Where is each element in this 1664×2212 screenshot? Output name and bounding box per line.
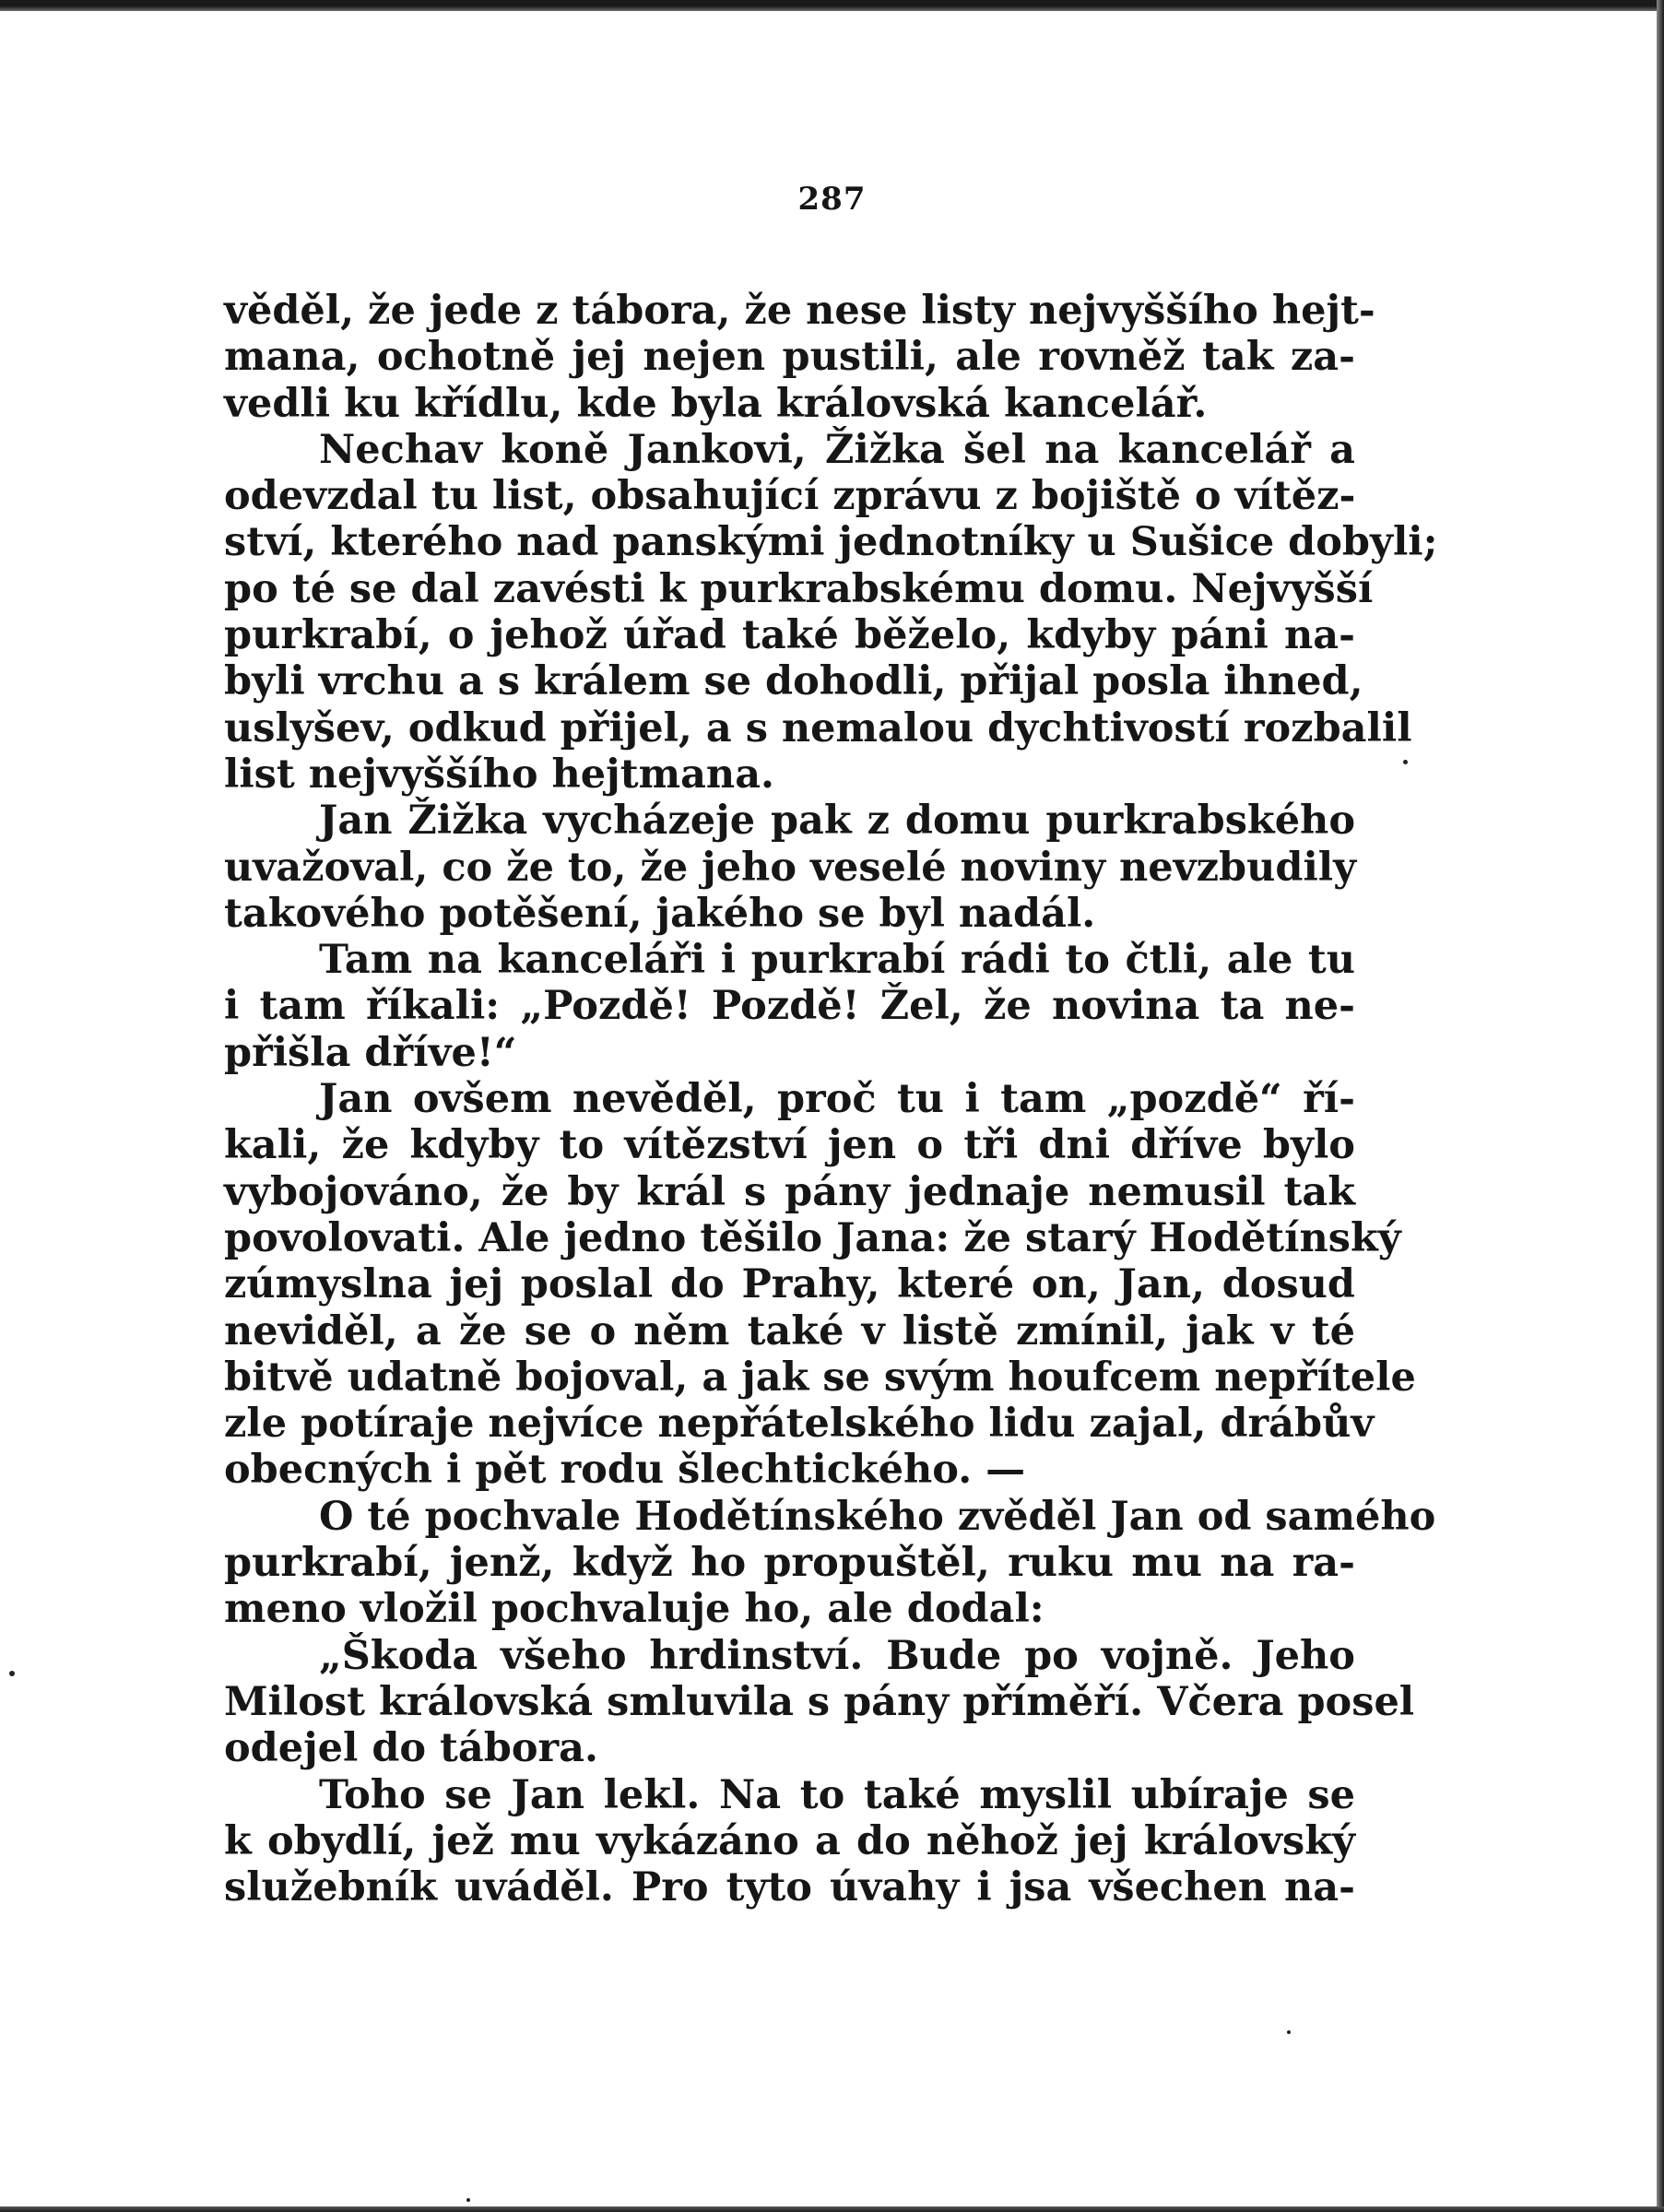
scan-speck: [1403, 760, 1408, 764]
text-line: Toho se Jan lekl. Na to také myslil ubíraje se: [319, 1771, 1355, 1818]
text-line: uvažoval, co že to, že jeho veselé noviny nevzbudily: [224, 844, 1357, 891]
text-line: uslyšev, odkud přijel, a s nemalou dychtivostí rozbalil: [224, 704, 1412, 751]
body-text: [224, 288, 1438, 1911]
text-line: takového potěšení, jakého se byl nadál.: [224, 890, 1096, 937]
scan-border-top: [0, 0, 1664, 11]
text-line: meno vložil pochvaluje ho, ale dodal:: [224, 1586, 1044, 1633]
text-line: byli vrchu a s králem se dohodli, přijal posla ihned,: [224, 658, 1363, 705]
text-line: po té se dal zavésti k purkrabskému domu. Nejvyšší: [224, 565, 1374, 612]
text-line: Jan Žižka vycházeje pak z domu purkrabského: [319, 798, 1355, 845]
text-line: vedli ku křídlu, kde byla královská kancelář.: [224, 380, 1208, 427]
text-line: ství, kterého nad panskými jednotníky u Sušice dobyli;: [224, 519, 1438, 566]
text-line: purkrabí, o jehož úřad také běželo, kdyby páni na-: [224, 612, 1355, 659]
text-line: k obydlí, jež mu vykázáno a do něhož jej královský: [224, 1817, 1355, 1864]
text-line: kali, že kdyby to vítězství jen o tři dni dříve bylo: [224, 1122, 1355, 1169]
text-line: přišla dříve!“: [224, 1029, 517, 1076]
text-line: „Škoda všeho hrdinství. Bude po vojně. Jeho: [319, 1632, 1355, 1679]
text-line: odevzdal tu list, obsahující zprávu z bojiště o vítěz-: [224, 473, 1356, 520]
text-line: Nechav koně Jankovi, Žižka šel na kancelář a: [319, 426, 1355, 473]
page-number: 287: [797, 181, 867, 218]
scan-border-right: [1657, 0, 1664, 2212]
text-line: služebník uváděl. Pro tyto úvahy i jsa všechen na-: [224, 1864, 1355, 1911]
text-line: Tam na kanceláři i purkrabí rádi to čtli, ale tu: [319, 937, 1355, 984]
text-line: bitvě udatně bojoval, a jak se svým houfcem nepřítele: [224, 1354, 1416, 1401]
scan-speck: [9, 1671, 15, 1676]
text-line: i tam říkali: „Pozdě! Pozdě! Žel, že novina ta ne-: [224, 983, 1355, 1030]
text-line: list nejvyššího hejtmana.: [224, 751, 775, 798]
text-line: věděl, že jede z tábora, že nese listy nejvyššího hejt-: [224, 288, 1375, 334]
text-line: O té pochvale Hodětínského zvěděl Jan od samého: [319, 1493, 1436, 1540]
text-line: vybojováno, že by král s pány jednaje nemusil tak: [224, 1168, 1355, 1215]
text-line: Milost královská smluvila s pány příměří. Včera posel: [224, 1678, 1415, 1725]
scan-speck: [466, 2198, 470, 2202]
text-line: odejel do tábora.: [224, 1725, 599, 1772]
text-line: zúmyslna jej poslal do Prahy, které on, Jan, dosud: [224, 1261, 1355, 1308]
scan-speck: [1287, 2030, 1291, 2034]
text-line: Jan ovšem nevěděl, proč tu i tam „pozdě“ ří-: [319, 1076, 1355, 1123]
text-line: mana, ochotně jej nejen pustili, ale rovněž tak za-: [224, 334, 1355, 381]
text-line: purkrabí, jenž, když ho propuštěl, ruku mu na ra-: [224, 1540, 1355, 1587]
text-line: zle potíraje nejvíce nepřátelského lidu zajal, drábův: [224, 1401, 1375, 1448]
text-line: neviděl, a že se o něm také v listě zmínil, jak v té: [224, 1307, 1355, 1354]
text-line: obecných i pět rodu šlechtického. —: [224, 1447, 1026, 1494]
text-line: povolovati. Ale jedno těšilo Jana: že starý Hodětínský: [224, 1214, 1401, 1261]
scan-border-bottom: [0, 2206, 1664, 2212]
